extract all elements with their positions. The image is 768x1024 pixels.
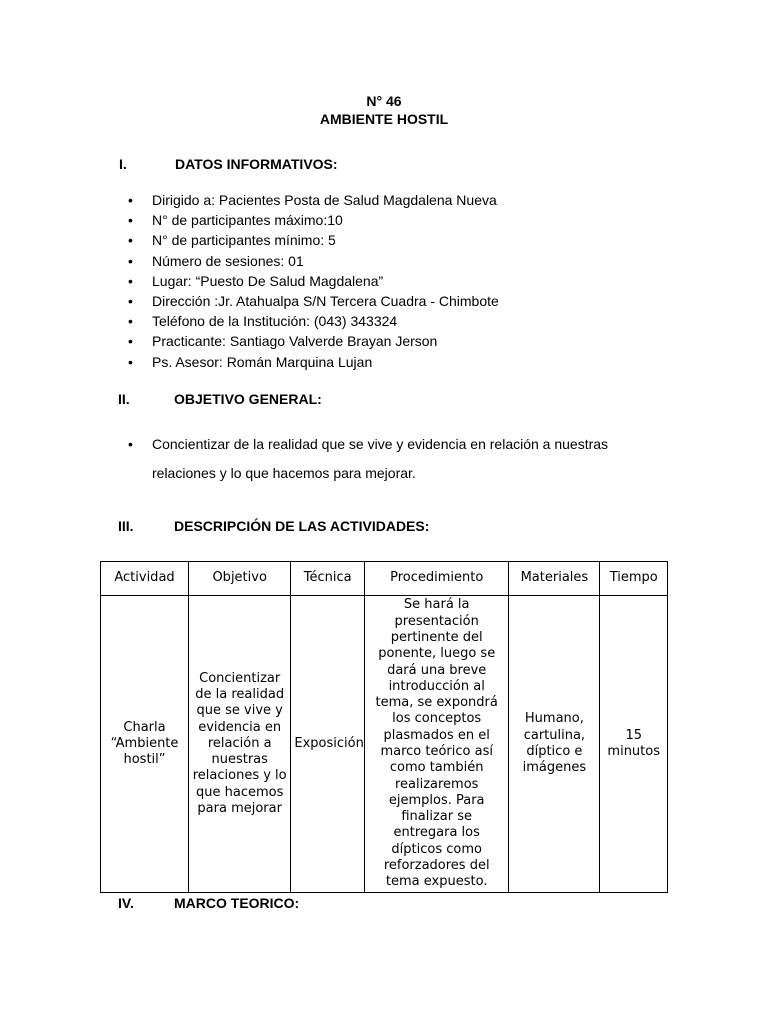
list-item: • Concientizar de la realidad que se vive y evidencia en relación a nuestras relaciones y lo que hacemos para mejorar. [126, 430, 652, 488]
cell-materiales: Humano, cartulina, díptico e imágenes [509, 596, 600, 893]
header-tiempo: Tiempo [600, 562, 668, 596]
section-title: MARCO TEORICO: [174, 895, 300, 911]
objetivo-list [126, 430, 652, 488]
header-procedimiento: Procedimiento [365, 562, 509, 596]
section-title: DATOS INFORMATIVOS: [175, 156, 338, 172]
document-title: AMBIENTE HOSTIL [319, 111, 449, 127]
list-item: • Dirección :Jr. Atahualpa S/N Tercera Cuadra - Chimbote [126, 291, 499, 311]
list-item: • N° de participantes máximo:10 [126, 210, 499, 230]
table-header-row [101, 562, 668, 596]
datos-list [126, 190, 499, 372]
list-item: • N° de participantes mínimo: 5 [126, 230, 499, 250]
header-actividad: Actividad [101, 562, 189, 596]
section-number: IV. [118, 895, 134, 911]
cell-procedimiento: Se hará la presentación pertinente del ponente, luego se dará una breve introducción al tema, se expondrá los conceptos plasmados en el marco teórico así como también realizaremos ejemplos. Para finalizar se entregara los dípticos como reforzadores del tema expuesto. [365, 596, 509, 893]
cell-tiempo: 15 minutos [600, 596, 668, 893]
section-number: III. [118, 518, 134, 534]
list-item: • Dirigido a: Pacientes Posta de Salud Magdalena Nueva [126, 190, 499, 210]
activities-table [100, 561, 668, 893]
cell-objetivo: Concientizar de la realidad que se vive y evidencia en relación a nuestras relaciones y lo que hacemos para mejorar [189, 596, 291, 893]
cell-tecnica: Exposición [291, 596, 365, 893]
list-item: • Teléfono de la Institución: (043) 343324 [126, 311, 499, 331]
section-title: OBJETIVO GENERAL: [174, 391, 322, 407]
document-number: N° 46 [366, 93, 402, 109]
table-row [101, 596, 668, 893]
header-objetivo: Objetivo [189, 562, 291, 596]
list-item: • Número de sesiones: 01 [126, 251, 499, 271]
list-item: • Ps. Asesor: Román Marquina Lujan [126, 352, 499, 372]
section-title: DESCRIPCIÓN DE LAS ACTIVIDADES: [174, 518, 430, 534]
cell-actividad: Charla “Ambiente hostil” [101, 596, 189, 893]
section-number: I. [119, 156, 127, 172]
header-materiales: Materiales [509, 562, 600, 596]
list-item: • Lugar: “Puesto De Salud Magdalena” [126, 271, 499, 291]
list-item: • Practicante: Santiago Valverde Brayan Jerson [126, 331, 499, 351]
section-number: II. [118, 391, 130, 407]
header-tecnica: Técnica [291, 562, 365, 596]
